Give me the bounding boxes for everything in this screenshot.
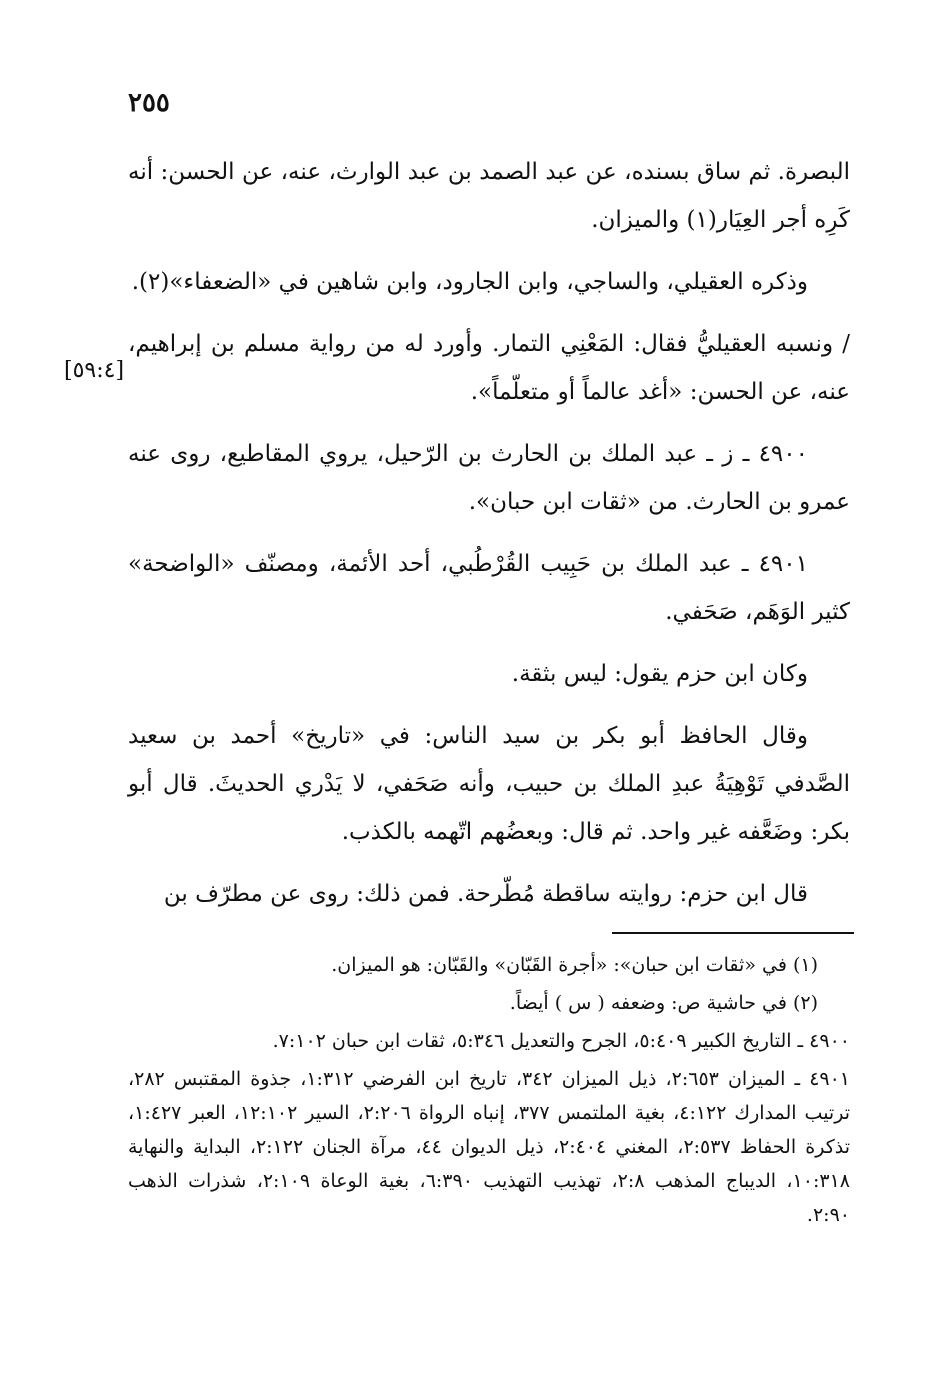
margin-reference: [٥٩:٤]: [64, 358, 125, 383]
entry-4900: ٤٩٠٠ ـ ز ـ عبد الملك بن الحارث بن الرّحيل، يروي المقاطيع، روى عنه عمرو بن الحارث. من «ثقات ابن حبان».: [128, 441, 850, 515]
paragraph-aqili-nisba: / ونسبه العقيليُّ فقال: المَعْنِي التمار. وأورد له من رواية مسلم بن إبراهيم، عنه، عن الحسن: «أغد عالماً أو متعلّماً».: [128, 331, 850, 405]
sources-4900: ٤٩٠٠ ـ التاريخ الكبير ٥:٤٠٩، الجرح والتعديل ٥:٣٤٦، ثقات ابن حبان ٧:١٠٢.: [272, 1030, 850, 1052]
footnotes: [128, 948, 850, 1236]
paragraph-ibn-hazm-riwaya: قال ابن حزم: روايته ساقطة مُطّرحة. فمن ذلك: روى عن مطرّف بن: [163, 881, 808, 907]
paragraph-ibn-hazm: وكان ابن حزم يقول: ليس بثقة.: [511, 661, 808, 687]
paragraph-basra: البصرة. ثم ساق بسنده، عن عبد الصمد بن عبد الوارث، عنه، عن الحسن: أنه كَرِه أجر العِيَار(١) والميزان.: [128, 159, 850, 233]
page-number: ٢٥٥: [128, 88, 170, 118]
footnote-2: (٢) في حاشية ص: وضعفه ( س ) أيضاً.: [509, 992, 818, 1014]
sources-4901: ٤٩٠١ ـ الميزان ٢:٦٥٣، ذيل الميزان ٣٤٢، تاريخ ابن الفرضي ١:٣١٢، جذوة المقتبس ٢٨٢، ترتيب المدارك ٤:١٢٢، بغية الملتمس ٣٧٧، إنباه الرواة ٢:٢٠٦، السير ١٢:١٠٢، العبر ١:٤٢٧، تذكرة الحفاظ ٢:٥٣٧، المغني ٢:٤٠٤، ذيل الديوان ٤٤، مرآة الجنان ٢:١٢٢، البداية والنهاية ١٠:٣١٨، الديباج المذهب ٢:٨، تهذيب التهذيب ٦:٣٩٠، بغية الوعاة ٢:١٠٩، شذرات الذهب ٢:٩٠.: [128, 1068, 851, 1226]
footnote-divider: [612, 932, 854, 934]
entry-4901: ٤٩٠١ ـ عبد الملك بن حَبِيب القُرْطُبي، أحد الأئمة، ومصنّف «الواضحة» كثير الوَهَم، صَحَفي.: [128, 551, 850, 625]
footnote-1: (١) في «ثقات ابن حبان»: «أجرة القَبّان» والقَبّان: هو الميزان.: [331, 954, 818, 976]
paragraph-ibn-sayyid-al-nas: وقال الحافظ أبو بكر بن سيد الناس: في «تاريخ» أحمد بن سعيد الصَّدفي تَوْهِيَةُ عبدِ الملك بن حبيب، وأنه صَحَفي، لا يَدْري الحديثَ. قال أبو بكر: وضَعَّفه غير واحد. ثم قال: وبعضُهم اتّهمه بالكذب.: [128, 723, 850, 845]
main-text: [128, 148, 850, 932]
paragraph-aqili-mention: وذكره العقيلي، والساجي، وابن الجارود، وابن شاهين في «الضعفاء»(٢).: [131, 269, 808, 295]
